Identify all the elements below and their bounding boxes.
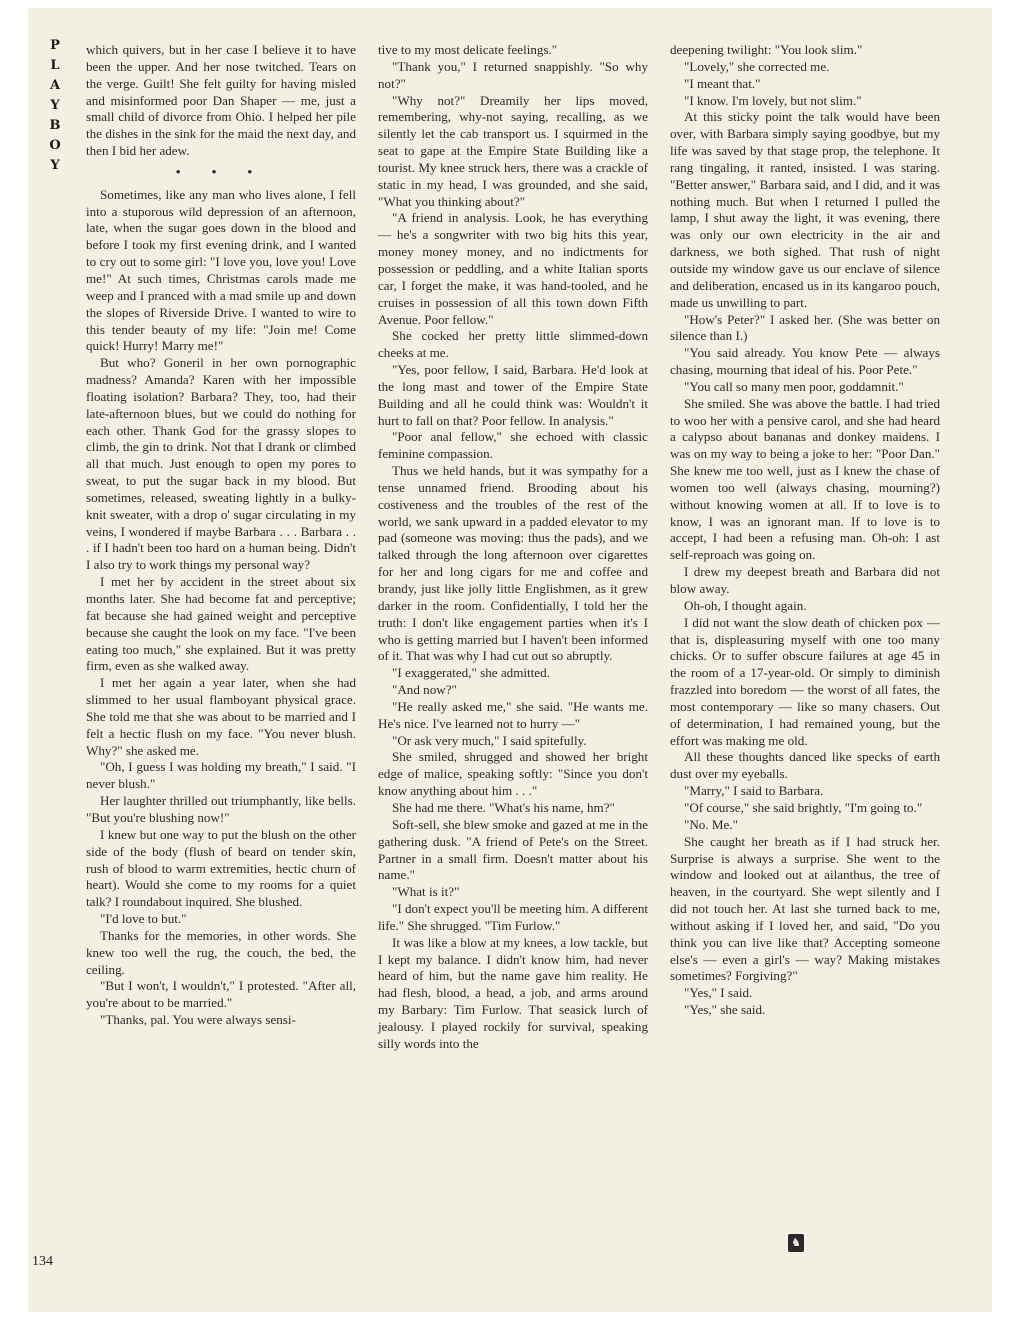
paragraph: "You said already. You know Pete — always chasing, mourning that ideal of his. Poor Pete." [670, 345, 940, 378]
paragraph: "How's Peter?" I asked her. (She was better on silence than I.) [670, 311, 940, 344]
paragraph: She smiled. She was above the battle. I had tried to woo her with a pensive carol, and she had heard a calypso about bananas and donkey maidens. I was on my way to being a joke to her: "Poor Dan." She knew me too well, just as I knew the chase of women too well (always chasing, mourning?) without knowing women at all. If to love is to know, I was an ignorant man. If to love is to accept, I had been a refusing man. Oh-oh: I ast self-reproach was going on. [670, 395, 940, 563]
section-break: • • • [175, 163, 267, 179]
paragraph: "Of course," she said brightly, "I'm going to." [684, 799, 923, 815]
paragraph: Her laughter thrilled out triumphantly, like bells. "But you're blushing now!" [86, 793, 356, 825]
paragraph: "What is it?" [392, 884, 460, 900]
paragraph: All these thoughts danced like specks of earth dust over my eyeballs. [670, 749, 940, 782]
paragraph: "Or ask very much," I said spitefully. [392, 732, 587, 748]
paragraph: "Poor anal fellow," she echoed with classic feminine compassion. [378, 429, 648, 462]
paragraph: "I meant that." [684, 75, 761, 91]
paragraph: At this sticky point the talk would have been over, with Barbara simply saying goodbye, but my life was saved by that stage prop, the telephone. It rang tingaling, it ranted, insisted. I was staring. "Better answer," Barbara said, and I did, and it was nothing much. But when I returned I pulled the lamp, I shut away the light, it was evening, there was only our own electricity in the air and darkness, we both sighed. That rush of night outside my window gave us our enclave of silence and deliberation, encased us in its kangaroo pouch, made us unwilling to part. [670, 109, 940, 310]
paragraph: I met her by accident in the street about six months later. She had become fat and perceptive; fat because she had gained weight and perceptive because she caught the look on my face. "I've been eating too much," she explained. But it was pretty firm, even as she walked away. [86, 574, 356, 674]
paragraph: which quivers, but in her case I believe it to have been the upper. And her nose twitched. Tears on the verge. Guilt! She felt guilty for having misled and misinformed poor Dan Shaper — me, just a small child of divorce from Ohio. I helped her pile the dishes in the sink for the maid the next day, and then I bid her adew. [86, 42, 356, 159]
paragraph: I did not want the slow death of chicken pox — that is, displeasuring myself with one too many chicks. Or to suffer obscure failures at age 45 in the room of a 17-year-old. Or simply to diminish frazzled into boredom — the worst of all fates, the most contemporary — like so many chasers. Out of determination, I had remained young, but the effort was making me old. [670, 614, 940, 748]
page-number: 134 [32, 1254, 53, 1269]
paragraph: "A friend in analysis. Look, he has everything — he's a songwriter with two big hits this year, money money money, and no indictments for possession or peddling, and a white Italian sports car, I forget the make, it was hand-tooled, and he cruises in possession of all this town down Fifth Avenue. Poor fellow." [378, 210, 648, 327]
paragraph: Sometimes, like any man who lives alone, I fell into a stuporous wild depression of an afternoon, late, when the sugar goes down in the blood and before I took my first evening drink, and I wanted to cry out to some girl: "I love you, love you! Love me!" At such times, Christmas carols made me weep and I pranced with a mad smile up and down the slopes of Riverside Drive. I wanted to wire to this tender beauty of my life: "Join me! Come quick! Hurry! Marry me!" [86, 186, 356, 354]
paragraph: I knew but one way to put the blush on the other side of the body (flush of beard on tender skin, rush of blood to warm extremities, hectic churn of heart). Would she come to my rooms for a quiet talk? I roundabout inquired. She blushed. [86, 826, 356, 910]
paragraph: "Yes," she said. [684, 1002, 766, 1018]
paragraph: She smiled, shrugged and showed her bright edge of malice, speaking softly: "Since you don't know anything about him . . ." [378, 749, 648, 799]
paragraph: "Oh, I guess I was holding my breath," I said. "I never blush." [86, 759, 356, 792]
paragraph: "He really asked me," she said. "He wants me. He's nice. I've learned not to hurry —" [378, 698, 648, 731]
paragraph: "I exaggerated," she admitted. [392, 665, 550, 681]
paragraph: I drew my deepest breath and Barbara did not blow away. [670, 564, 940, 596]
rabbit-head-icon: ♞ [788, 1234, 804, 1252]
running-head: PLAYBOY [49, 38, 61, 173]
paragraph: "And now?" [392, 682, 457, 698]
paragraph: "You call so many men poor, goddamnit." [684, 378, 904, 394]
paragraph: "I'd love to but." [100, 911, 187, 927]
paragraph: She cocked her pretty little slimmed-down cheeks at me. [378, 328, 648, 361]
paragraph: deepening twilight: "You look slim." [670, 42, 863, 57]
magazine-page [28, 8, 992, 1312]
paragraph: "Why not?" Dreamily her lips moved, remembering, why-not saying, recalling, as we silently let the cab transport us. I squirmed in the seat to gape at the Empire State Building like a tourist. My knee struck hers, there was a crackle of static in my head, I was grounded, and she said, "What you thinking about?" [378, 92, 648, 209]
paragraph: "Yes, poor fellow, I said, Barbara. He'd look at the long mast and tower of the Empire State Building and all he could think was: Wouldn't it hurt to fall on that? Poor fellow. In analysis." [378, 362, 648, 428]
paragraph: "Thank you," I returned snappishly. "So why not?" [378, 58, 648, 91]
paragraph: Oh-oh, I thought again. [684, 597, 807, 613]
paragraph: It was like a blow at my knees, a low tackle, but I kept my balance. I didn't know him, had never heard of him, but the name gave him reality. He had flesh, blood, a head, a job, and arms around my Barbary: Tim Furlow. That seasick lurch of jealousy. I played rockily for survival, speaking silly words into the [378, 934, 648, 1051]
paragraph: I met her again a year later, when she had slimmed to her usual flamboyant physical grace. She told me that she was about to be married and I felt a hectic flush on my face. "You never blush. Why?" she asked me. [86, 675, 356, 758]
paragraph: "I know. I'm lovely, but not slim." [684, 92, 862, 108]
paragraph: "Lovely," she corrected me. [684, 58, 830, 74]
text-column-2 [378, 42, 648, 1053]
paragraph: "No. Me." [684, 816, 738, 832]
text-column-1 [86, 42, 356, 1029]
paragraph: "Marry," I said to Barbara. [684, 783, 824, 799]
paragraph: "Thanks, pal. You were always sensi- [100, 1012, 296, 1028]
paragraph: "But I won't, I wouldn't," I protested. "After all, you're about to be married." [86, 978, 356, 1011]
paragraph: "Yes," I said. [684, 985, 753, 1001]
text-column-3 [670, 42, 940, 1019]
paragraph: But who? Goneril in her own pornographic madness? Amanda? Karen with her impossible floating isolation? Barbara? They, too, had their late-afternoon blues, but we could do nothing for each other. Thank God for the grassy slopes to climb, the gin to drink. Not that I drank or climbed all that much. Just enough to open my pores to sweat, to put the sugar back in my blood. But sometimes, released, sweating lightly in a bulky-knit sweater, with a drop o' sugar circulating in my veins, I wondered if maybe Barbara . . . Barbara . . . if I hadn't been too hard on a human being. Didn't I also try to work things my personal way? [86, 355, 356, 573]
paragraph: She caught her breath as if I had struck her. Surprise is always a surprise. She went to the window and looked out at ailanthus, the tree of heaven, in the courtyard. She wept silently and I did not touch her. At last she turned back to me, without asking if I loved her, and said, "Do you think you can live like that? Accepting someone else's — even a girl's — way? Making mistakes sometimes? Forgiving?" [670, 833, 940, 984]
paragraph: She had me there. "What's his name, hm?" [392, 799, 615, 815]
paragraph: Soft-sell, she blew smoke and gazed at me in the gathering dusk. "A friend of Pete's on the Street. Partner in a small firm. Doesn't matter about his name." [378, 816, 648, 883]
paragraph: tive to my most delicate feelings." [378, 42, 558, 57]
paragraph: Thanks for the memories, in other words. She knew too well the rug, the couch, the bed, the ceiling. [86, 927, 356, 977]
paragraph: "I don't expect you'll be meeting him. A different life." She shrugged. "Tim Furlow." [378, 901, 648, 933]
paragraph: Thus we held hands, but it was sympathy for a tense unnamed friend. Brooding about his costiveness and the troubles of the rest of the world, we sank upward in a padded elevator to my pad (someone was moving: thus the pads), and we talked through the long afternoon over cigarettes for her and long cigars for me and coffee and brandy, just like jolly little Englishmen, as it grew darker in the room. Confidentially, I told her the truth: I don't like engagement parties when it's I who is getting married but I haven't been informed of it. That was why I had cut out so abruptly. [378, 463, 648, 664]
